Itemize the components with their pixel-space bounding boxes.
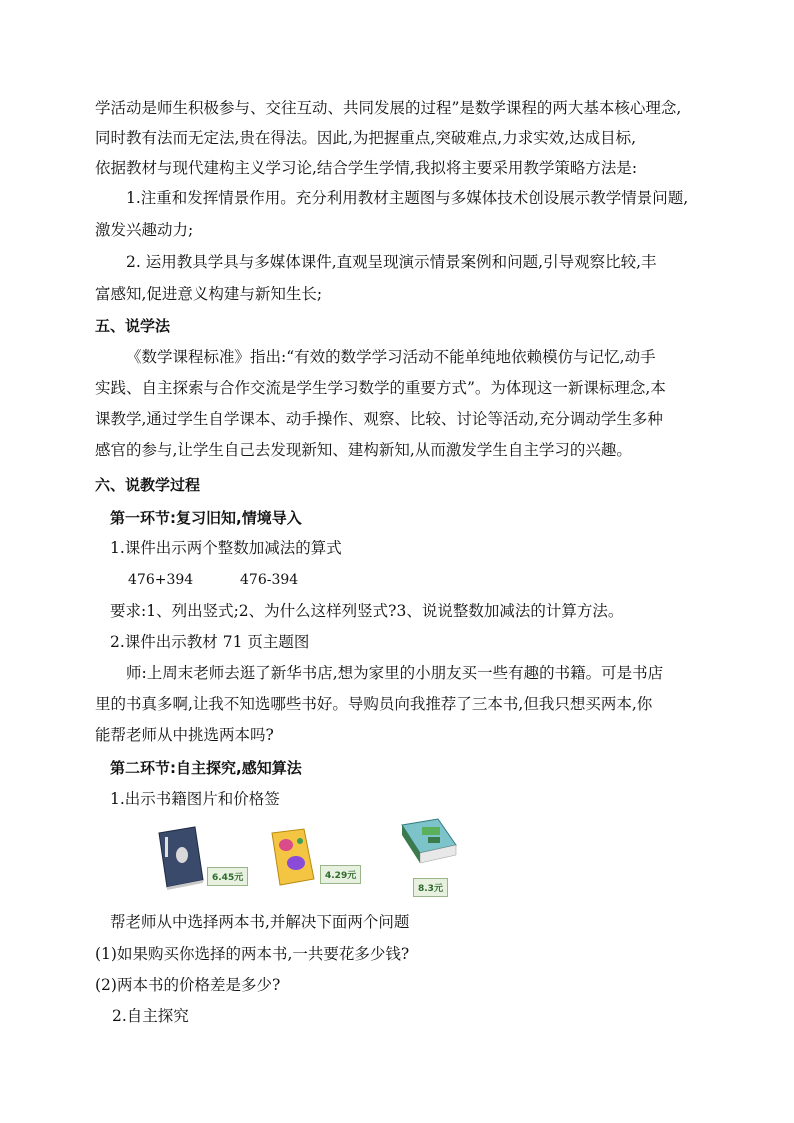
paragraph-line: 《数学课程标准》指出:“有效的数学学习活动不能单纯地依赖模仿与记忆,动手 [126, 348, 656, 366]
price-tag: 4.29元 [320, 865, 361, 884]
question: (2)两本书的价格差是多少? [95, 976, 281, 994]
paragraph-line: 学活动是师生积极参与、交往互动、共同发展的过程”是数学课程的两大基本核心理念, [95, 99, 682, 117]
paragraph-line: 课教学,通过学生自学课本、动手操作、观察、比较、讨论等活动,充分调动学生多种 [95, 410, 663, 428]
list-item: 1.课件出示两个整数加减法的算式 [110, 539, 342, 557]
paragraph-line: 实践、自主探索与合作交流是学生学习数学的重要方式”。为体现这一新课标理念,本 [95, 379, 666, 397]
list-item: 2.自主探究 [112, 1007, 189, 1025]
paragraph-line: 同时教有法而无定法,贵在得法。因此,为把握重点,突破难点,力求实效,达成目标, [95, 129, 637, 147]
question: (1)如果购买你选择的两本书,一共要花多少钱? [95, 945, 410, 963]
section-heading: 五、说学法 [95, 317, 171, 335]
paragraph-line: 激发兴趣动力; [95, 221, 194, 239]
step-heading: 第一环节:复习旧知,情境导入 [110, 509, 302, 527]
expression: 476+394 [128, 572, 194, 588]
list-item: 2.课件出示教材 71 页主题图 [110, 633, 310, 651]
price-tag: 8.3元 [413, 878, 448, 897]
paragraph-line: 里的书真多啊,让我不知选哪些书好。导购员向我推荐了三本书,但我只想买两本,你 [95, 695, 653, 713]
book-3-image [400, 815, 460, 875]
list-item: 1.出示书籍图片和价格签 [110, 790, 280, 808]
price-tag: 6.45元 [207, 867, 248, 886]
paragraph-line: 帮老师从中选择两本书,并解决下面两个问题 [110, 913, 410, 931]
expression: 476-394 [240, 572, 299, 588]
paragraph-line: 感官的参与,让学生自己去发现新知、建构新知,从而激发学生自主学习的兴趣。 [95, 441, 632, 459]
paragraph-line: 1.注重和发挥情景作用。充分利用教材主题图与多媒体技术创设展示教学情景问题, [126, 189, 689, 207]
step-heading: 第二环节:自主探究,感知算法 [110, 759, 302, 777]
books-illustration [155, 815, 465, 895]
paragraph-line: 师:上周末老师去逛了新华书店,想为家里的小朋友买一些有趣的书籍。可是书店 [126, 664, 664, 682]
book-2-image [270, 827, 320, 887]
paragraph-line: 2. 运用教具学具与多媒体课件,直观呈现演示情景案例和问题,引导观察比较,丰 [126, 253, 657, 271]
paragraph-line: 依据教材与现代建构主义学习论,结合学生学情,我拟将主要采用教学策略方法是: [95, 159, 638, 177]
book-1-image [157, 825, 207, 890]
paragraph-line: 富感知,促进意义构建与新知生长; [95, 285, 323, 303]
section-heading: 六、说教学过程 [95, 476, 201, 494]
paragraph-line: 能帮老师从中挑选两本吗? [95, 726, 274, 744]
requirement-text: 要求:1、列出竖式;2、为什么这样列竖式?3、说说整数加减法的计算方法。 [110, 602, 624, 620]
